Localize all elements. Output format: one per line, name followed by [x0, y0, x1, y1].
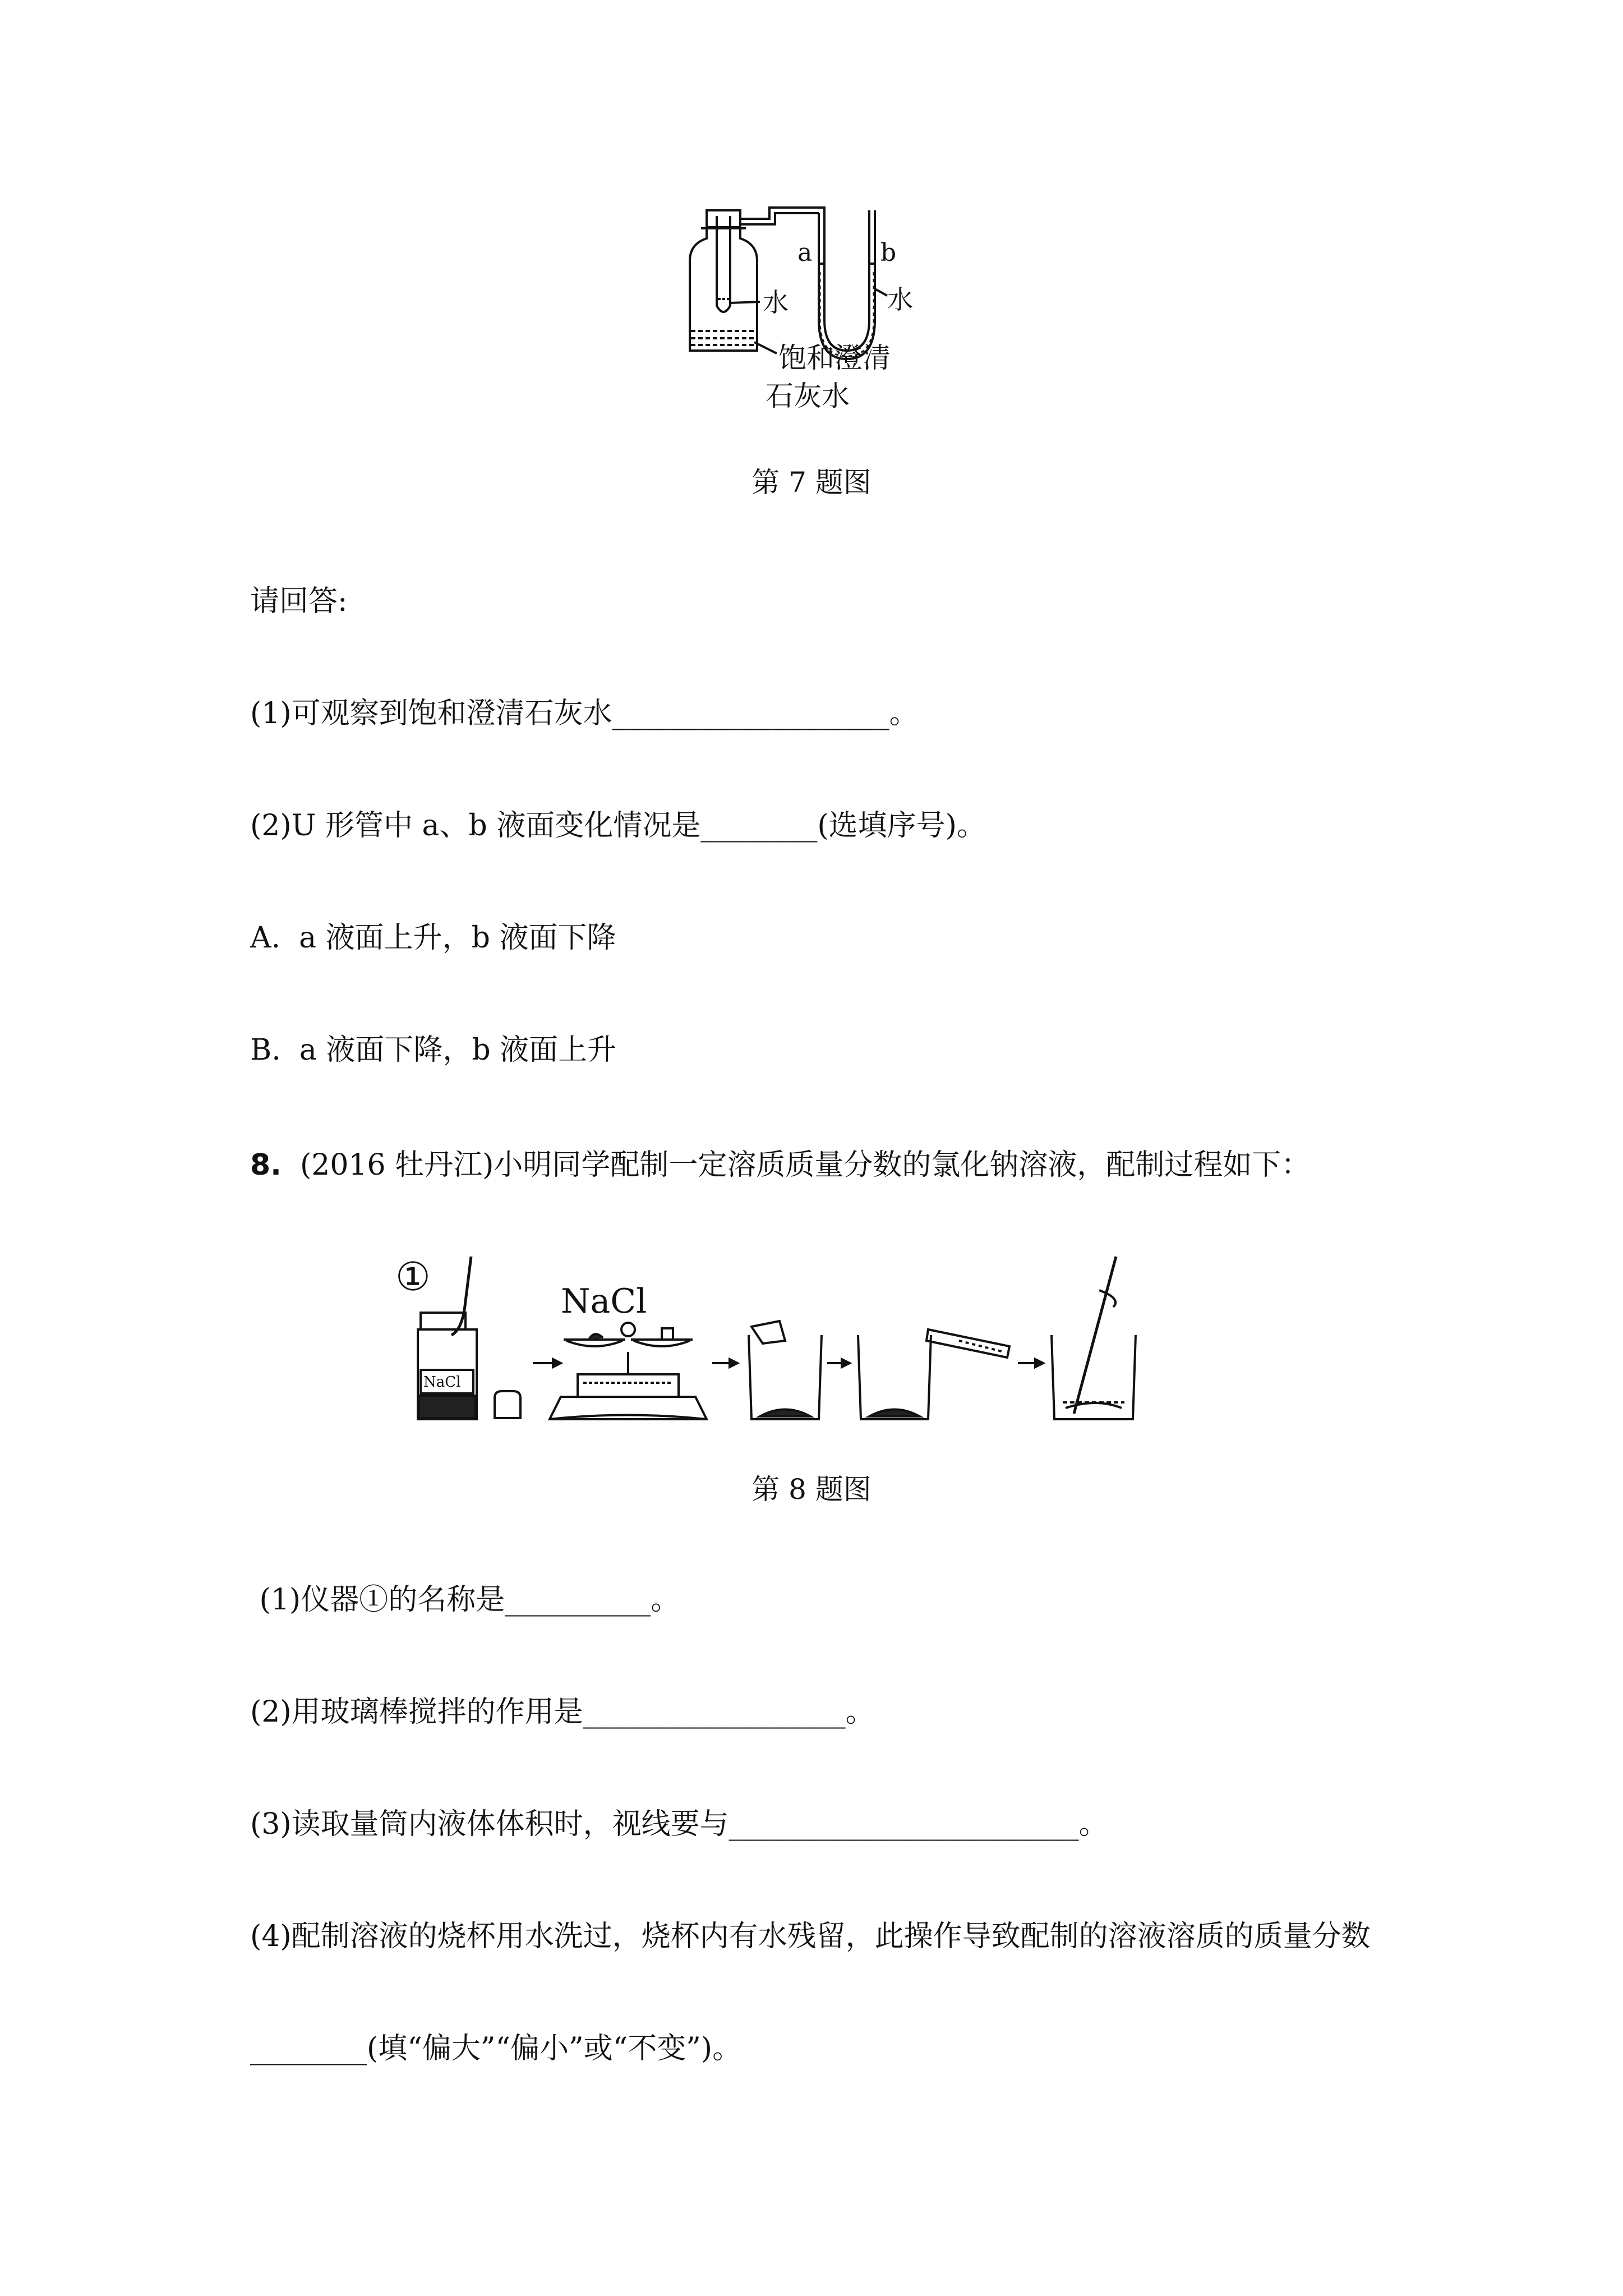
q7-option-b: B. a 液面下降，b 液面上升	[250, 1033, 617, 1067]
q8-subquestion-3: (3)读取量筒内液体体积时，视线要与________________________。	[250, 1807, 1108, 1841]
q8-number: 8.	[250, 1148, 282, 1182]
q8-figure-caption: 第 8 题图	[751, 1473, 872, 1506]
balance-scale	[550, 1323, 707, 1419]
label-water-right: 水	[887, 284, 913, 315]
q8-subquestion-4: (4)配制溶液的烧杯用水洗过，烧杯内有水残留，此操作导致配制的溶液溶质的质量分数	[250, 1920, 1371, 1953]
label-a: a	[797, 238, 813, 267]
glass-rod	[1074, 1257, 1116, 1414]
q7-apparatus-figure	[645, 199, 959, 429]
weighing-paper	[751, 1321, 785, 1343]
q7-subquestion-2: (2)U 形管中 a、b 液面变化情况是________(选填序号)。	[250, 809, 986, 843]
q8-subquestion-1: (1)仪器①的名称是__________。	[250, 1583, 680, 1617]
beaker-with-solid	[749, 1321, 822, 1419]
test-tube	[717, 216, 730, 312]
circle-one-label: ①	[395, 1254, 431, 1300]
rubber-stopper	[707, 210, 740, 227]
beaker-with-water	[858, 1329, 1009, 1419]
q7-prompt: 请回答:	[250, 585, 348, 618]
q7-subquestion-1: (1)可观察到饱和澄清石灰水___________________。	[250, 697, 919, 730]
beaker-with-glass-rod	[1052, 1257, 1136, 1419]
q8-procedure-figure	[393, 1251, 1245, 1436]
reagent-bottle	[418, 1313, 477, 1419]
u-tube-inner	[824, 210, 869, 351]
medicine-spoon	[451, 1257, 471, 1335]
q8-stem	[250, 1147, 1310, 1183]
label-limewater-line1: 饱和澄清	[778, 342, 891, 374]
q7-figure-caption: 第 7 题图	[751, 466, 872, 499]
q8-subquestion-4-continued: ________(填“偏大”“偏小”或“不变”)。	[250, 2032, 742, 2065]
q7-option-a: A. a 液面上升，b 液面下降	[250, 921, 616, 955]
bottle-stopper	[495, 1391, 520, 1418]
bottle-label-nacl: NaCl	[423, 1374, 461, 1391]
wide-mouth-bottle	[690, 228, 757, 351]
q8-stem-text: (2016 牡丹江)小明同学配制一定溶质质量分数的氯化钠溶液，配制过程如下：	[281, 1148, 1311, 1182]
label-water-left: 水	[763, 287, 789, 318]
label-limewater-line2: 石灰水	[766, 380, 850, 412]
nacl-label: NaCl	[561, 1282, 647, 1321]
label-b: b	[880, 238, 897, 267]
q8-subquestion-2: (2)用玻璃棒搅拌的作用是__________________。	[250, 1695, 875, 1729]
